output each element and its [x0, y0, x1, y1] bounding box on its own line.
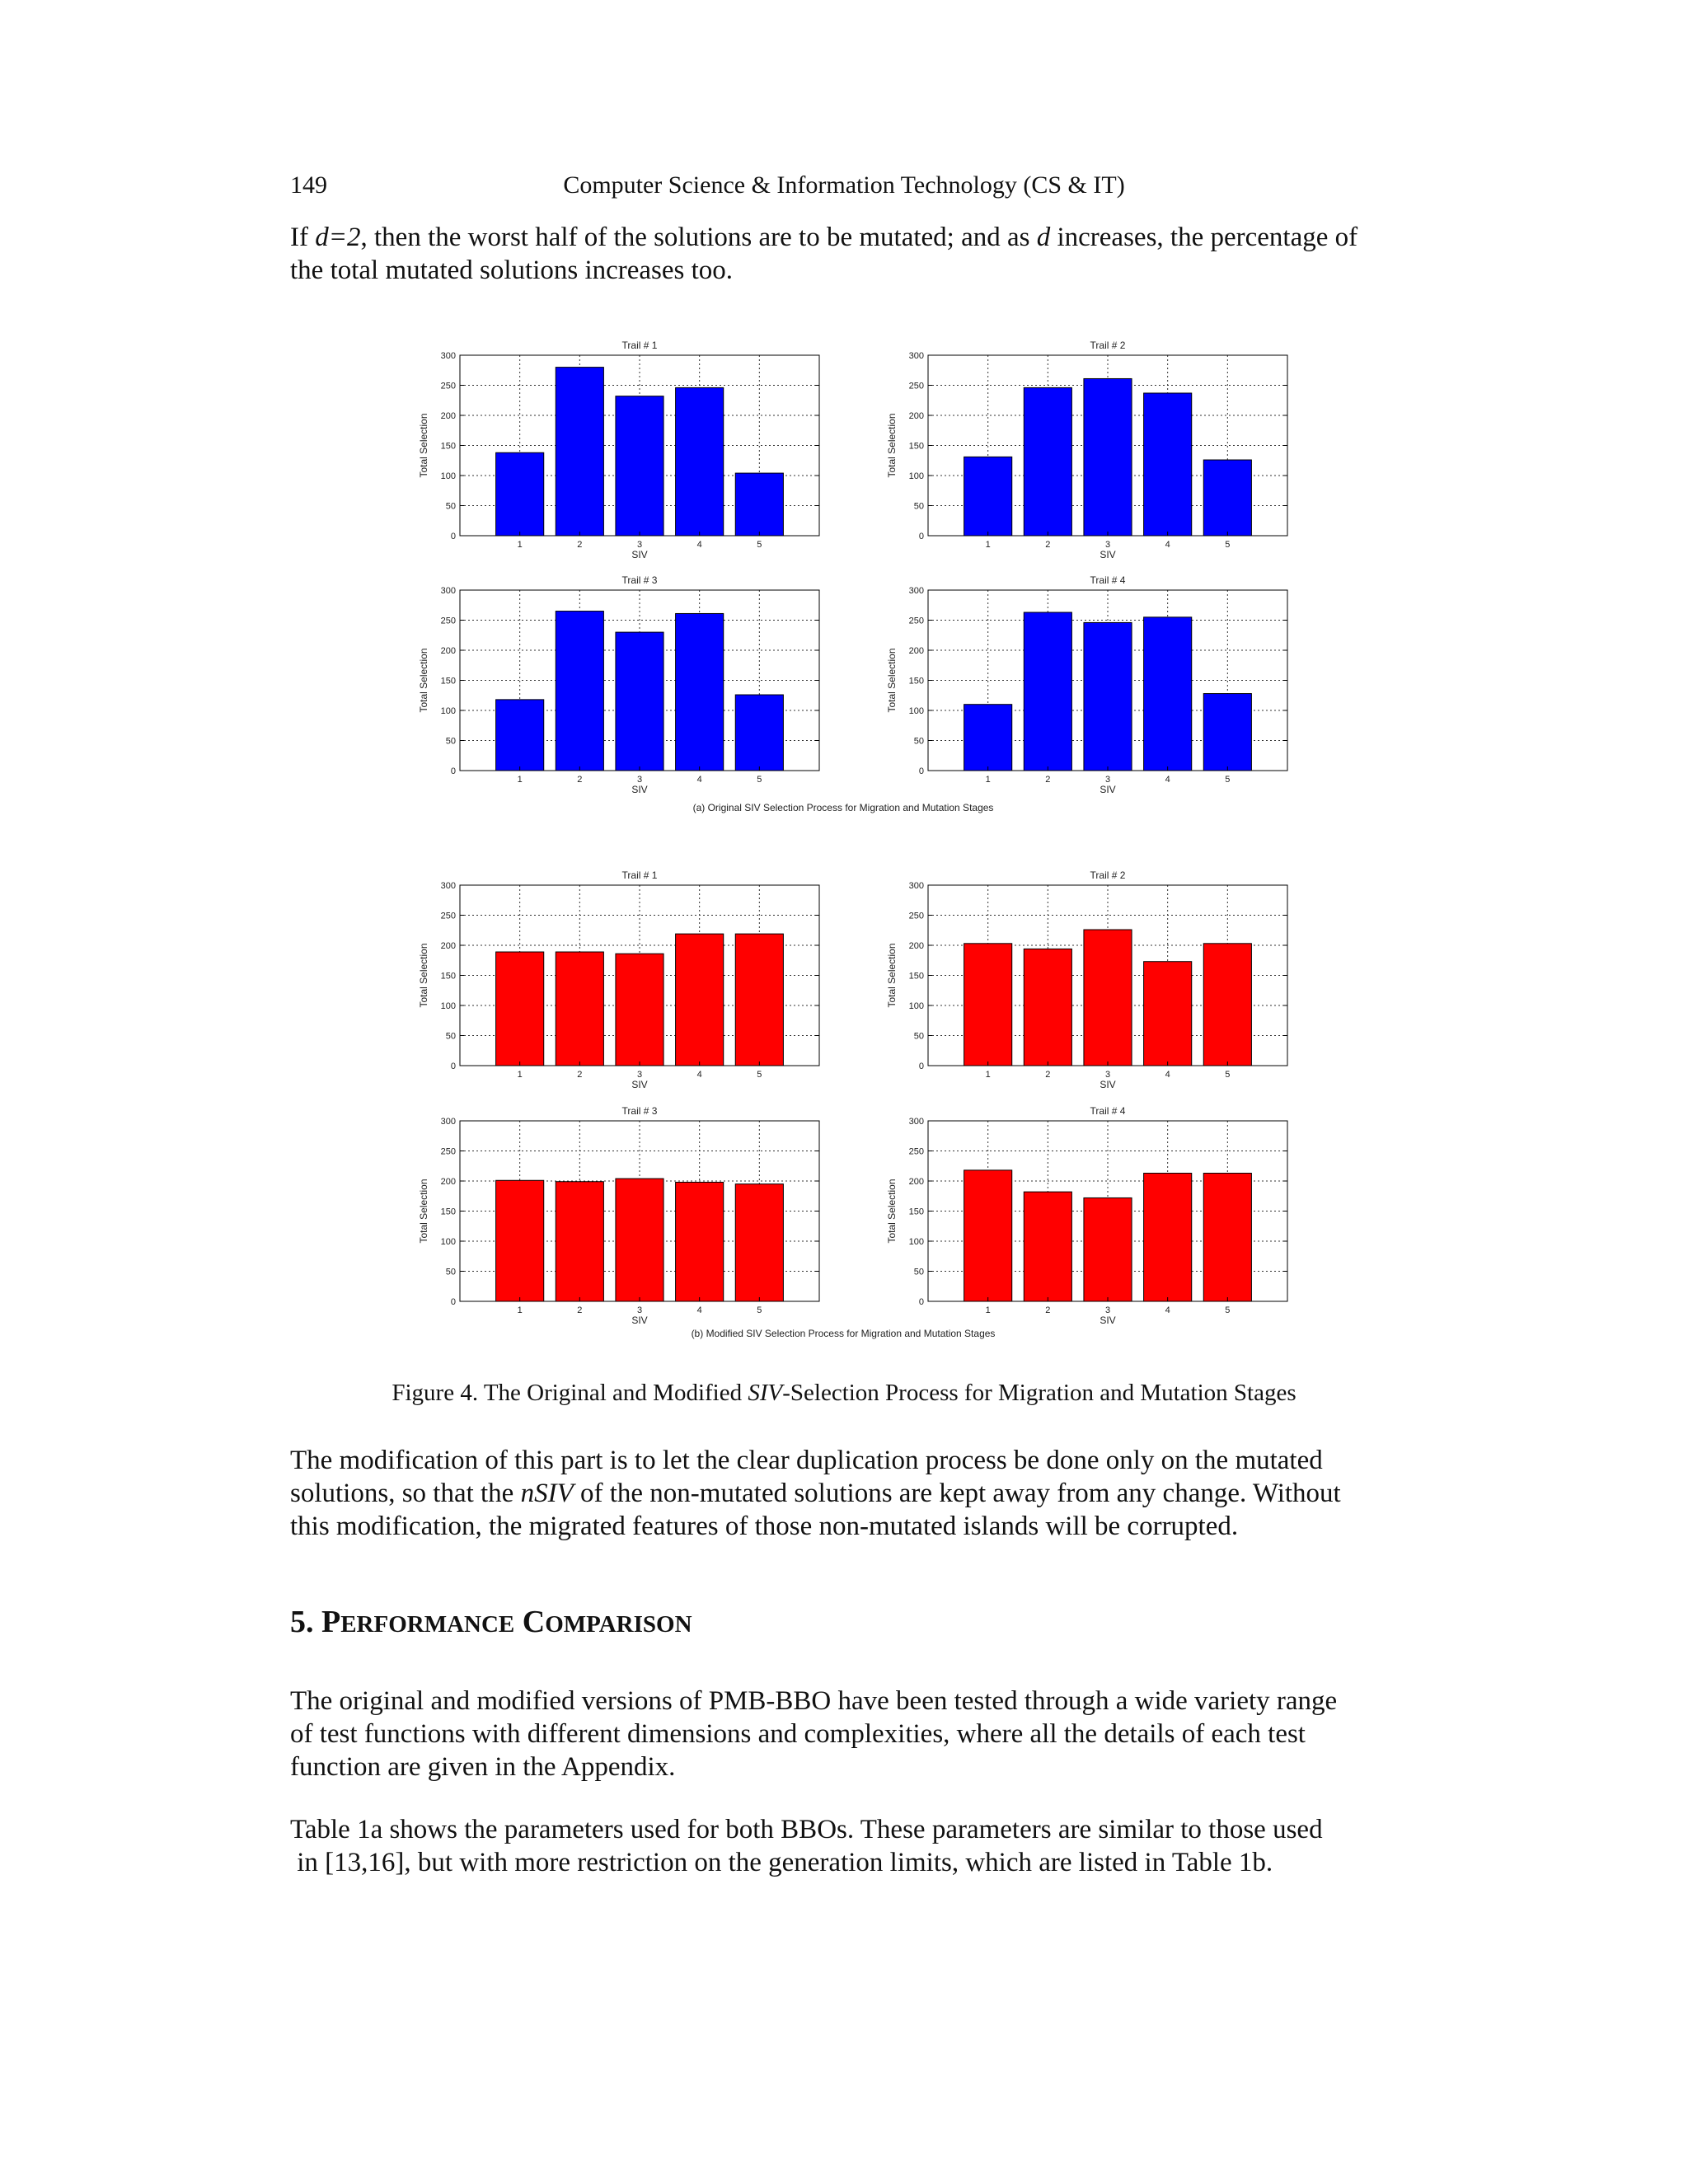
x-tick-label: 4 — [696, 775, 702, 785]
y-tick-label: 150 — [440, 676, 456, 687]
x-tick-label: 3 — [1104, 1070, 1111, 1080]
bar-chart — [418, 1105, 819, 1326]
chart-title: Trail # 3 — [621, 1105, 658, 1117]
bar — [496, 700, 544, 771]
x-tick-label: 3 — [636, 775, 643, 785]
bar — [616, 954, 663, 1066]
journal-title: Computer Science & Information Technology (CS & IT) — [563, 171, 1125, 199]
bar — [616, 396, 663, 536]
y-tick-label: 150 — [908, 676, 924, 687]
x-axis-label: SIV — [631, 549, 648, 560]
paragraph-line: in [13,16], but with more restriction on the generation limits, which are listed in Table 1b. — [290, 1848, 1273, 1877]
bar-chart — [886, 340, 1287, 560]
chart-title: Trail # 3 — [621, 574, 658, 586]
chart-title: Trail # 4 — [1090, 574, 1126, 586]
chart-title: Trail # 1 — [621, 869, 658, 881]
y-tick-label: 100 — [908, 1237, 924, 1247]
y-tick-label: 0 — [918, 532, 924, 541]
y-tick-label: 100 — [440, 1237, 456, 1247]
subcaption-a: (a) Original SIV Selection Process for Migration and Mutation Stages — [692, 802, 994, 813]
y-tick-label: 0 — [918, 766, 924, 776]
y-tick-label: 300 — [440, 586, 456, 596]
bar — [1024, 612, 1071, 771]
x-tick-label: 1 — [985, 775, 991, 785]
bar — [556, 612, 603, 771]
bar — [556, 1182, 603, 1301]
y-tick-label: 50 — [913, 736, 924, 747]
x-tick-label: 4 — [1165, 1070, 1170, 1080]
x-axis-label: SIV — [1100, 1315, 1116, 1326]
bar — [1084, 1197, 1132, 1301]
chart-title: Trail # 4 — [1090, 1105, 1126, 1117]
x-tick-label: 5 — [757, 540, 762, 550]
bar — [964, 1170, 1012, 1301]
bar — [1144, 617, 1192, 771]
x-axis-label: SIV — [631, 784, 648, 795]
x-tick-label: 1 — [517, 1305, 523, 1315]
y-tick-label: 300 — [908, 586, 924, 596]
bar — [1024, 949, 1071, 1066]
paragraph-modification — [290, 1444, 1404, 1543]
y-tick-label: 300 — [440, 881, 456, 891]
bar-chart — [418, 574, 819, 795]
x-tick-label: 3 — [1104, 540, 1111, 550]
x-tick-label: 3 — [1104, 775, 1111, 785]
y-tick-label: 300 — [440, 1117, 456, 1127]
bar — [1203, 460, 1251, 536]
bar — [1144, 962, 1192, 1066]
x-tick-label: 3 — [636, 1305, 643, 1315]
y-tick-label: 150 — [440, 441, 456, 452]
y-tick-label: 200 — [908, 941, 924, 951]
section-heading: 5. PERFORMANCE COMPARISON — [290, 1605, 692, 1639]
y-tick-label: 0 — [450, 766, 456, 776]
x-tick-label: 1 — [517, 540, 523, 550]
x-tick-label: 5 — [757, 775, 762, 785]
y-tick-label: 100 — [440, 471, 456, 481]
x-tick-label: 2 — [1045, 775, 1051, 785]
paragraph-line: this modification, the migrated features of those non-mutated islands will be corrupted. — [290, 1511, 1239, 1541]
y-tick-label: 50 — [445, 1267, 456, 1277]
x-axis-label: SIV — [1100, 549, 1116, 560]
bar — [964, 457, 1012, 536]
bar — [496, 952, 544, 1066]
bar — [1084, 622, 1132, 771]
y-tick-label: 300 — [908, 1117, 924, 1127]
x-tick-label: 1 — [985, 540, 991, 550]
y-tick-label: 250 — [908, 1146, 924, 1157]
y-tick-label: 50 — [445, 501, 456, 512]
x-tick-label: 4 — [1165, 1305, 1170, 1315]
x-tick-label: 5 — [757, 1070, 762, 1080]
bar-chart — [418, 869, 819, 1090]
bar — [676, 613, 724, 771]
y-tick-label: 250 — [440, 911, 456, 921]
y-tick-label: 300 — [440, 351, 456, 361]
y-tick-label: 150 — [908, 441, 924, 452]
y-tick-label: 100 — [908, 471, 924, 481]
bar — [964, 944, 1012, 1066]
paragraph-table — [290, 1813, 1404, 1879]
bar-chart — [886, 574, 1287, 795]
y-tick-label: 200 — [440, 646, 456, 656]
y-tick-label: 150 — [440, 971, 456, 982]
y-tick-label: 250 — [908, 616, 924, 626]
y-tick-label: 250 — [908, 381, 924, 391]
x-tick-label: 5 — [757, 1305, 762, 1315]
y-tick-label: 0 — [918, 1297, 924, 1307]
chart-title: Trail # 2 — [1090, 869, 1126, 881]
y-tick-label: 200 — [908, 646, 924, 656]
x-tick-label: 2 — [577, 775, 583, 785]
x-tick-label: 1 — [517, 775, 523, 785]
bar — [1084, 930, 1132, 1066]
y-tick-label: 0 — [450, 1062, 456, 1071]
x-tick-label: 5 — [1225, 540, 1231, 550]
bar — [735, 473, 783, 536]
y-axis-label: Total Selection — [418, 413, 429, 478]
bar — [676, 1182, 724, 1301]
y-tick-label: 250 — [440, 616, 456, 626]
x-tick-label: 2 — [577, 1070, 583, 1080]
bar — [1084, 378, 1132, 536]
bar — [964, 705, 1012, 771]
y-tick-label: 200 — [908, 411, 924, 421]
y-tick-label: 100 — [440, 706, 456, 716]
bar — [1144, 1174, 1192, 1301]
chart-title: Trail # 2 — [1090, 340, 1126, 351]
y-axis-label: Total Selection — [886, 943, 898, 1008]
bar — [735, 695, 783, 771]
x-tick-label: 2 — [577, 1305, 583, 1315]
x-axis-label: SIV — [1100, 1079, 1116, 1090]
x-tick-label: 5 — [1225, 1070, 1231, 1080]
bar — [616, 632, 663, 771]
bar-chart — [886, 1105, 1287, 1326]
bar — [556, 368, 603, 536]
chart-title: Trail # 1 — [621, 340, 658, 351]
x-tick-label: 5 — [1225, 1305, 1231, 1315]
y-tick-label: 50 — [913, 1031, 924, 1042]
y-tick-label: 250 — [440, 381, 456, 391]
bar — [735, 1184, 783, 1301]
bar — [676, 934, 724, 1066]
y-axis-label: Total Selection — [886, 648, 898, 713]
x-tick-label: 2 — [577, 540, 583, 550]
x-tick-label: 2 — [1045, 1070, 1051, 1080]
y-tick-label: 150 — [908, 971, 924, 982]
y-tick-label: 200 — [440, 411, 456, 421]
y-axis-label: Total Selection — [886, 1179, 898, 1244]
x-tick-label: 3 — [636, 540, 643, 550]
figure-caption: Figure 4. The Original and Modified SIV-Selection Process for Migration and Mutation Stages — [392, 1380, 1296, 1406]
x-tick-label: 2 — [1045, 540, 1051, 550]
subcaption-b: (b) Modified SIV Selection Process for Migration and Mutation Stages — [691, 1328, 996, 1339]
y-tick-label: 250 — [908, 911, 924, 921]
y-tick-label: 300 — [908, 881, 924, 891]
x-tick-label: 4 — [696, 540, 702, 550]
paragraph-line: function are given in the Appendix. — [290, 1752, 676, 1782]
x-tick-label: 5 — [1225, 775, 1231, 785]
bar — [735, 934, 783, 1066]
x-tick-label: 1 — [517, 1070, 523, 1080]
paragraph-line: solutions, so that the nSIV of the non-mutated solutions are kept away from any change. Without — [290, 1479, 1341, 1508]
bar — [616, 1179, 663, 1301]
bar — [1203, 944, 1251, 1066]
y-tick-label: 100 — [440, 1001, 456, 1011]
bar — [496, 1180, 544, 1301]
y-tick-label: 150 — [440, 1207, 456, 1217]
bar — [556, 952, 603, 1066]
bar — [1203, 1174, 1251, 1301]
bar-chart — [886, 869, 1287, 1090]
x-axis-label: SIV — [631, 1079, 648, 1090]
paragraph-line: If d=2, then the worst half of the solutions are to be mutated; and as d increases, the percentage of — [290, 223, 1358, 252]
x-tick-label: 1 — [985, 1305, 991, 1315]
page-number: 149 — [290, 171, 327, 199]
y-tick-label: 200 — [440, 941, 456, 951]
bar-chart — [418, 340, 819, 560]
x-tick-label: 4 — [696, 1070, 702, 1080]
paragraph-line: the total mutated solutions increases too. — [290, 255, 734, 285]
y-tick-label: 50 — [913, 1267, 924, 1277]
x-tick-label: 4 — [1165, 540, 1170, 550]
y-tick-label: 200 — [440, 1177, 456, 1187]
y-axis-label: Total Selection — [886, 413, 898, 478]
x-axis-label: SIV — [1100, 784, 1116, 795]
bar — [1203, 694, 1251, 771]
bar — [1024, 387, 1071, 536]
y-tick-label: 50 — [445, 1031, 456, 1042]
paragraph-line: of test functions with different dimensions and complexities, where all the details of each test — [290, 1719, 1306, 1749]
bar — [1024, 1192, 1071, 1301]
y-tick-label: 150 — [908, 1207, 924, 1217]
x-tick-label: 1 — [985, 1070, 991, 1080]
x-tick-label: 4 — [696, 1305, 702, 1315]
y-tick-label: 100 — [908, 706, 924, 716]
paragraph-performance — [290, 1685, 1404, 1783]
y-tick-label: 0 — [450, 532, 456, 541]
bar — [496, 452, 544, 536]
y-axis-label: Total Selection — [418, 1179, 429, 1244]
x-tick-label: 3 — [1104, 1305, 1111, 1315]
y-axis-label: Total Selection — [418, 648, 429, 713]
x-tick-label: 4 — [1165, 775, 1170, 785]
y-tick-label: 200 — [908, 1177, 924, 1187]
bar — [676, 387, 724, 536]
y-tick-label: 250 — [440, 1146, 456, 1157]
y-axis-label: Total Selection — [418, 943, 429, 1008]
paragraph-line: Table 1a shows the parameters used for both BBOs. These parameters are similar to those used — [290, 1815, 1323, 1844]
y-tick-label: 300 — [908, 351, 924, 361]
y-tick-label: 0 — [918, 1062, 924, 1071]
y-tick-label: 100 — [908, 1001, 924, 1011]
paragraph-line: The original and modified versions of PMB-BBO have been tested through a wide variety range — [290, 1686, 1338, 1716]
y-tick-label: 0 — [450, 1297, 456, 1307]
y-tick-label: 50 — [913, 501, 924, 512]
paragraph-line: The modification of this part is to let the clear duplication process be done only on the mutated — [290, 1446, 1323, 1475]
bar — [1144, 393, 1192, 536]
x-tick-label: 2 — [1045, 1305, 1051, 1315]
x-axis-label: SIV — [631, 1315, 648, 1326]
x-tick-label: 3 — [636, 1070, 643, 1080]
y-tick-label: 50 — [445, 736, 456, 747]
